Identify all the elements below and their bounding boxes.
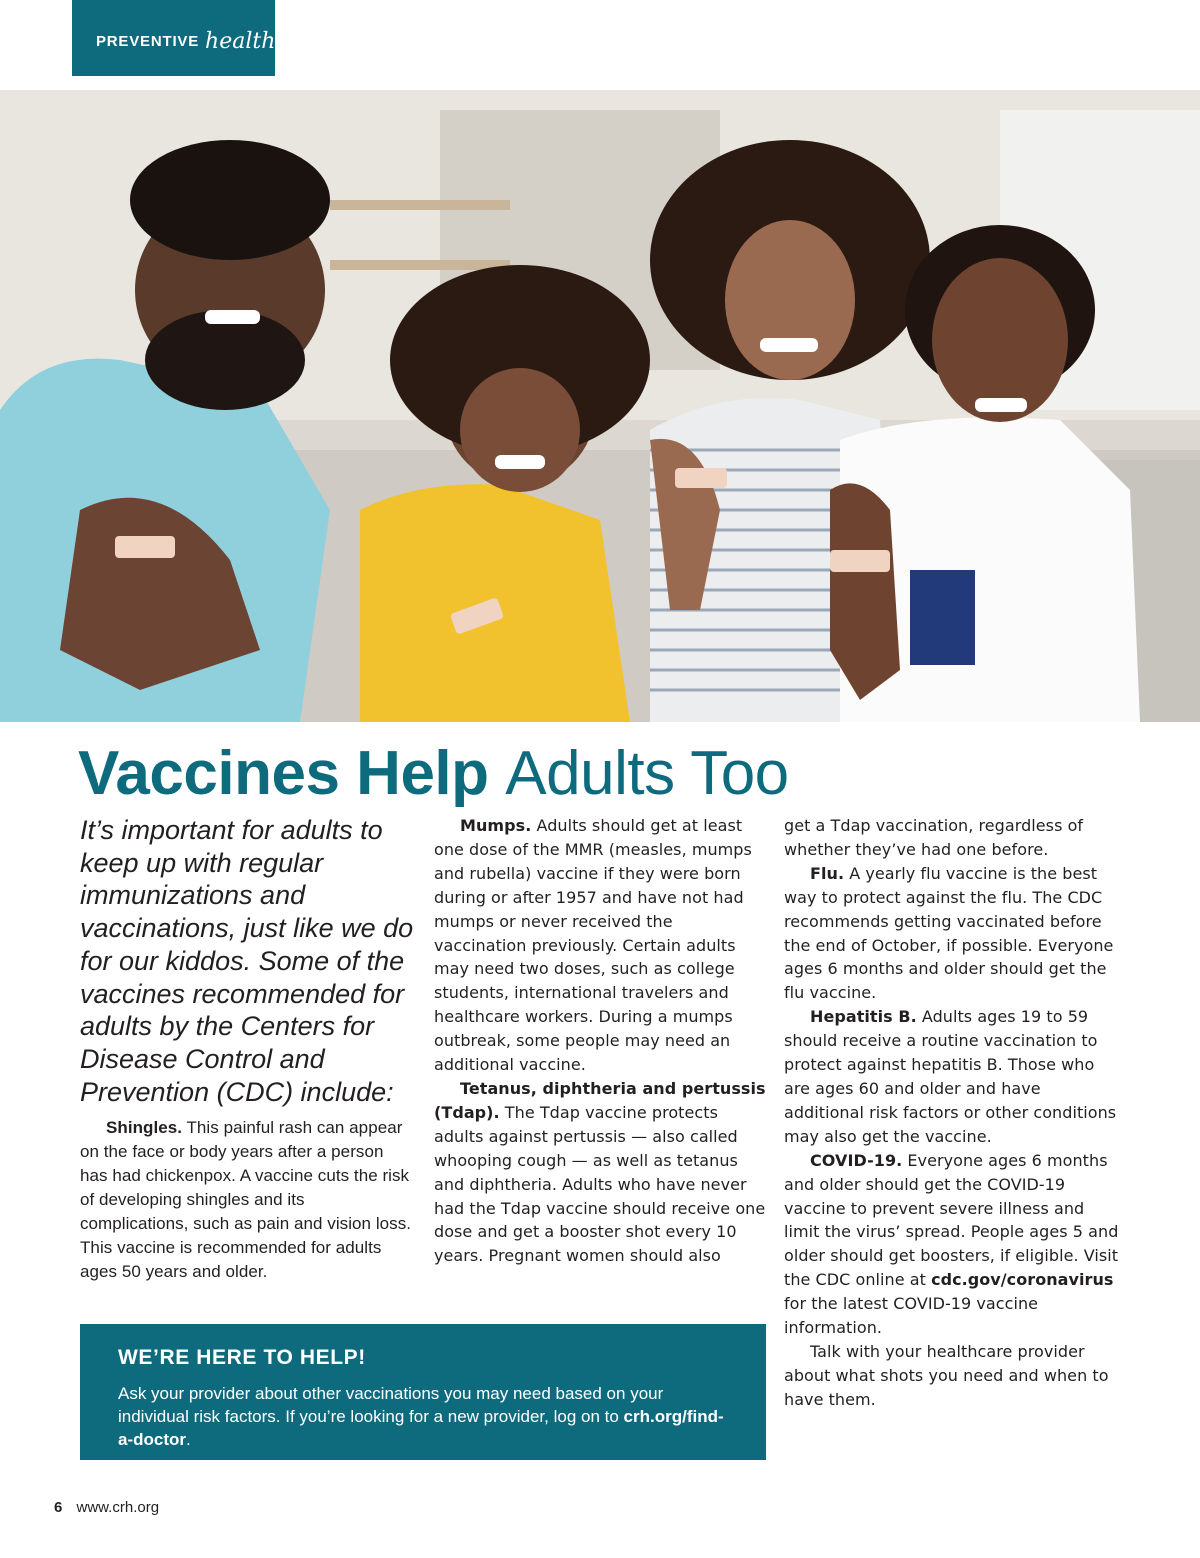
tdap-paragraph bbox=[434, 1077, 770, 1268]
flu-lead: Flu. bbox=[810, 863, 845, 883]
mumps-lead: Mumps. bbox=[460, 816, 532, 835]
intro-text: It’s important for adults to keep up with regular immunizations and vaccinations, just like we do for our kiddos. Some of the vaccines recommended for adults by the Centers for Disease Control and Prevention (CDC) include: bbox=[80, 815, 414, 1107]
section-script: health bbox=[205, 28, 276, 54]
column-1 bbox=[80, 814, 415, 1284]
help-text: Ask your provider about other vaccinations you may need based on your individual risk factors. If you’re looking for a new provider, log on to bbox=[118, 1384, 664, 1426]
column-2 bbox=[434, 814, 770, 1268]
covid-text-after: for the latest COVID-19 vaccine information. bbox=[784, 1294, 1039, 1338]
covid-text: Everyone ages 6 months and older should get the COVID-19 vaccine to prevent severe illness and limit the virus’ spread. People ages 5 and older should get boosters, if eligible. Visit the CDC online at bbox=[784, 1150, 1119, 1290]
mumps-text: Adults should get at least one dose of the MMR (measles, mumps and rubella) vaccine if they were born during or after 1957 and have not had mumps or never received the vaccination previously. Certain adults may need two doses, such as college students, international travelers and healthcare workers. During a mumps outbreak, some people may need an additional vaccine. bbox=[434, 816, 752, 1075]
find-doctor-link[interactable]: crh.org/find-a-doctor bbox=[118, 1407, 724, 1449]
tdap-text: The Tdap vaccine protects adults against pertussis — also called whooping cough — as well as tetanus and diphtheria. Adults who have never had the Tdap vaccine should receive one dose and get a booster shot every 10 years. Pregnant women should also bbox=[434, 1102, 766, 1266]
hero-photo bbox=[0, 90, 1200, 722]
help-title: WE’RE HERE TO HELP! bbox=[118, 1346, 366, 1369]
help-text-paragraph bbox=[118, 1382, 728, 1451]
help-end: . bbox=[186, 1430, 191, 1449]
tdap-lead: Tetanus, diphtheria and pertussis (Tdap). bbox=[434, 1078, 766, 1122]
page-footer bbox=[54, 1499, 159, 1516]
headline bbox=[78, 738, 789, 809]
shingles-text: This painful rash can appear on the face or body years after a person has had chickenpox. A vaccine cuts the risk of developing shingles and its complications, such as pain and vision loss. This vaccine is recommended for adults ages 50 years and older. bbox=[80, 1118, 412, 1281]
flu-text: A yearly flu vaccine is the best way to protect against the flu. The CDC recommends getting vaccinated before the end of October, if possible. Everyone ages 6 months and older should get the flu vaccine. bbox=[784, 863, 1114, 1003]
hepb-paragraph bbox=[784, 1005, 1124, 1148]
covid-paragraph bbox=[784, 1149, 1124, 1340]
column-3 bbox=[784, 814, 1124, 1412]
flu-paragraph bbox=[784, 862, 1124, 1005]
headline-bold: Vaccines Help bbox=[78, 739, 489, 808]
help-callout bbox=[80, 1324, 766, 1460]
cdc-link[interactable]: cdc.gov/coronavirus bbox=[931, 1270, 1114, 1290]
tdap-continued: get a Tdap vaccination, regardless of whether they’ve had one before. bbox=[784, 816, 1084, 859]
section-tab bbox=[72, 0, 275, 76]
shingles-lead: Shingles. bbox=[106, 1118, 183, 1138]
page-number: 6 bbox=[54, 1499, 63, 1516]
headline-light: Adults Too bbox=[505, 739, 789, 808]
family-vaccinated-illustration bbox=[0, 90, 1200, 722]
section-kicker: PREVENTIVE bbox=[96, 32, 200, 50]
closing-paragraph: Talk with your healthcare provider about what shots you need and when to have them. bbox=[784, 1341, 1109, 1409]
covid-lead: COVID-19. bbox=[810, 1150, 903, 1170]
hepb-text: Adults ages 19 to 59 should receive a routine vaccination to protect against hepatitis B. Those who are ages 60 and older and have additional risk factors or other conditions may also get the vaccine. bbox=[784, 1007, 1117, 1146]
shingles-paragraph bbox=[80, 1116, 415, 1283]
footer-url[interactable]: www.crh.org bbox=[76, 1499, 160, 1516]
mumps-paragraph bbox=[434, 814, 770, 1077]
hepb-lead: Hepatitis B. bbox=[810, 1007, 917, 1027]
